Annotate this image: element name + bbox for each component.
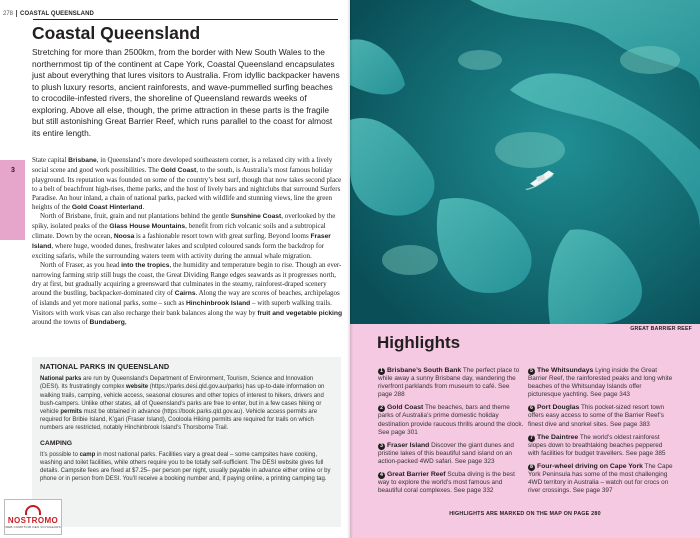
highlight-item xyxy=(378,471,525,495)
highlights-column-left xyxy=(378,367,525,500)
highlight-name: Four-wheel driving on Cape York xyxy=(537,462,643,470)
logo-name: NOSTROMO xyxy=(7,516,59,525)
reef-aerial-photo xyxy=(350,0,700,324)
highlight-name: The Whitsundays xyxy=(537,367,594,374)
highlight-number: 4 xyxy=(378,472,385,479)
highlight-number: 6 xyxy=(528,405,535,412)
highlight-item xyxy=(378,367,525,399)
chapter-tab xyxy=(0,160,25,240)
logo-arch-icon xyxy=(25,505,41,515)
highlight-desc: Scuba diving is the best way to explore the world’s most famous and beautiful coral complexes. See page 332 xyxy=(378,471,515,495)
bold-term: into the tropics xyxy=(121,261,170,269)
highlight-item xyxy=(528,404,675,428)
text-run: around the towns of xyxy=(32,318,90,327)
highlight-number: 7 xyxy=(528,435,535,442)
text-run: . Along the way are scores of beaches, archipelagos of islands and yet more national parks, some – such as xyxy=(32,288,340,307)
highlight-item xyxy=(528,463,675,495)
text-run: is a fashionable resort town with great surfing. Beyond looms xyxy=(134,232,311,241)
box-subtitle: CAMPING xyxy=(40,439,73,447)
text-run: North of Brisbane, fruit, grain and nut plantations behind the gentle xyxy=(40,212,231,221)
bold-term: Noosa xyxy=(113,233,135,241)
chapter-tab-number: 3 xyxy=(11,167,15,174)
highlight-name: Great Barrier Reef xyxy=(387,471,446,479)
reef-photo-image xyxy=(350,0,700,324)
bold-term: Fraser Island xyxy=(32,233,331,251)
highlight-name: Brisbane’s South Bank xyxy=(387,367,462,374)
bold-term: camp xyxy=(79,451,96,458)
highlight-number: 3 xyxy=(378,443,385,450)
bold-term: fruit and vegetable picking xyxy=(257,309,343,317)
highlight-number: 1 xyxy=(378,368,385,375)
right-page xyxy=(350,0,700,538)
highlight-item xyxy=(528,434,675,458)
highlight-item xyxy=(378,442,525,466)
text-run: are run by Queensland’s Department of Environment, Tourism, Science and Innovation (DESI). Its frustratingly complex xyxy=(40,376,314,391)
text-run: must be obtained in advance (https://book.parks.qld.gov.au). Vehicle access permits are required for Bribie Island, K’gari (Fraser Island), Cooloola Hiking permits are required for trails on which numbers are restricted, notably Hinchinbrook Island’s Thorsborne Trail. xyxy=(40,409,318,432)
chapter-intro: Stretching for more than 2500km, from the border with New South Wales to the northernmost tip of the continent at Cape York, Coastal Queensland encapsulates just about everything that lures visitors to Australia. From idyllic backpacker havens to plush luxury resorts, ancient rainforests, and wave-pummelled surfing beaches to crocodile-infested rivers, the shoreline of Queensland rewards weeks of exploring. Above all else, though, the prime attraction in these parts is the fragile but still astonishing Great Barrier Reef, which runs parallel to the coast for almost its entire length. xyxy=(32,47,340,138)
text-run: – with superb walking trails. Visitors with work visas can also recharge their bank balances along the way by xyxy=(32,298,332,317)
highlight-desc: This pocket-sized resort town offers easy access to some of the Barrier Reef’s finest dive and snorkel sites. See page 383 xyxy=(528,404,665,428)
bold-term: permits xyxy=(60,409,83,416)
highlight-name: Gold Coast xyxy=(387,404,424,412)
highlights-column-right xyxy=(528,367,675,500)
highlight-name: Port Douglas xyxy=(537,404,580,412)
body-paragraph xyxy=(32,156,344,212)
highlight-desc: Lying inside the Great Barrier Reef, the rainforested peaks and long white beaches of the Whitsunday Islands offer picturesque yachting. See page 343 xyxy=(528,367,673,399)
highlight-item xyxy=(378,404,525,436)
highlight-item xyxy=(528,367,675,399)
text-run: , benefit from rich volcanic soils and a subtropical climate. Down by the ocean, xyxy=(32,222,326,241)
text-run: , the humidity and temperature begin to rise. Though an ever-narrowing farming strip still hugs the coast, the Great Dividing Range edges seawards as it progresses north, dry at first, but gradually acquiring a greensward that culminates in the steamy, rainforest-draped scenery around the bustling, backpacker-dominated city of xyxy=(32,260,342,297)
box-paragraph xyxy=(40,375,333,432)
map-reference-note: HIGHLIGHTS ARE MARKED ON THE MAP ON PAGE 280 xyxy=(449,511,601,517)
highlight-desc: The world’s oldest rainforest slopes down to breathtaking beaches peppered with facilities for budget travellers. See page 385 xyxy=(528,433,666,457)
bold-term: Hinchinbrook Island xyxy=(185,299,251,307)
bold-term: Gold Coast xyxy=(160,166,197,174)
highlight-desc: The perfect place to while away a sunny Brisbane day, wandering the riverfront parklands from museum to café. See page 288 xyxy=(378,367,520,399)
highlight-name: The Daintree xyxy=(537,433,579,441)
box-title: NATIONAL PARKS IN QUEENSLAND xyxy=(40,362,170,371)
header-rule xyxy=(33,19,338,20)
text-run: , overlooked by the spiky, isolated peaks of the xyxy=(32,212,336,231)
text-run: State capital xyxy=(32,156,69,164)
page-number: 278 xyxy=(3,10,14,17)
text-run: , xyxy=(124,318,127,327)
highlight-desc: Discover the giant dunes and pristine lakes of this beautiful sand island on an action-packed 4WD safari. See page 323 xyxy=(378,441,514,465)
book-gutter xyxy=(347,0,353,538)
text-run: (https://parks.desi.qld.gov.au/parks) has up-to-date information on walking trails, camping, vehicle access, seasonal closures and other topics of interest to hikers, drivers and bush-campers. Unlike other states, all of Queensland’s parks are free to enter, but in a few cases hiking or vehicle xyxy=(40,384,325,416)
text-run: . xyxy=(142,202,145,211)
body-paragraph xyxy=(32,212,344,261)
bold-term: Brisbane xyxy=(68,157,97,164)
box-paragraph xyxy=(40,451,333,484)
bold-term: Bundaberg xyxy=(89,319,125,327)
text-run: in most national parks. Facilities vary a great deal – some campsites have cooking, washing and toilet facilities, while others require you to be totally self-sufficient. The DESI website gives full details. Campsite fees are fixed at $7.25– per person per night, usually payable in advance either online or by phone or in person from DESI. You’ll receive a booking number and, if paying online, a printing camping tag. xyxy=(40,451,331,483)
bold-term: Gold Coast Hinterland xyxy=(71,203,143,211)
chapter-title: Coastal Queensland xyxy=(32,23,201,43)
bold-term: website xyxy=(126,384,149,391)
text-run: , in Queensland’s more developed southeastern corner, is a relaxed city with a lively social scene and good work possibilities. The xyxy=(32,156,333,174)
text-run: It’s possible to xyxy=(40,451,80,458)
bold-term: Glass House Mountains xyxy=(109,223,186,231)
running-head-title: COASTAL QUEENSLAND xyxy=(20,10,94,17)
highlight-number: 2 xyxy=(378,405,385,412)
body-text xyxy=(32,156,344,328)
running-head xyxy=(3,10,94,17)
body-paragraph xyxy=(32,261,344,328)
text-run: , to the south, is Australia’s most famous holiday playground. Its reputation was founded on some of the country’s best surf, though that now takes second place to a belt of beachfront high-rises, theme parks, and the host of lively bars and nightclubs that surround Surfers Paradise. An hour inland, a chain of national parks, packed with wildlife and stunning views, line the green heights of the xyxy=(32,165,342,211)
highlight-number: 8 xyxy=(528,464,535,471)
running-head-separator xyxy=(16,10,17,17)
bold-term: Cairns xyxy=(174,289,196,297)
text-run: North of Fraser, as you head xyxy=(40,260,122,269)
photo-caption: GREAT BARRIER REEF xyxy=(630,326,692,332)
highlight-desc: The Cape York Peninsula has some of the most challenging 4WD territory in Australia – watch out for crocs on river crossings. See page 397 xyxy=(528,462,673,495)
highlight-number: 5 xyxy=(528,368,535,375)
logo-tagline: WEB COMPTOIR DES VOYAGEURS xyxy=(5,525,61,529)
nostromo-logo xyxy=(4,499,62,535)
bold-term: National parks xyxy=(40,376,82,383)
bold-term: Sunshine Coast xyxy=(230,213,282,221)
highlight-name: Fraser Island xyxy=(387,441,430,449)
national-parks-box xyxy=(32,357,341,527)
highlight-desc: The beaches, bars and theme parks of Australia’s prime domestic holiday destination provide raucous thrills around the clock. See page 301 xyxy=(378,404,524,436)
highlights-title: Highlights xyxy=(377,333,461,352)
text-run: , where huge, wooded dunes, freshwater lakes and sculpted coloured sands form the backdrop for exciting safaris, while the surrounding waters teem with activity during the annual whale migration. xyxy=(32,242,325,261)
